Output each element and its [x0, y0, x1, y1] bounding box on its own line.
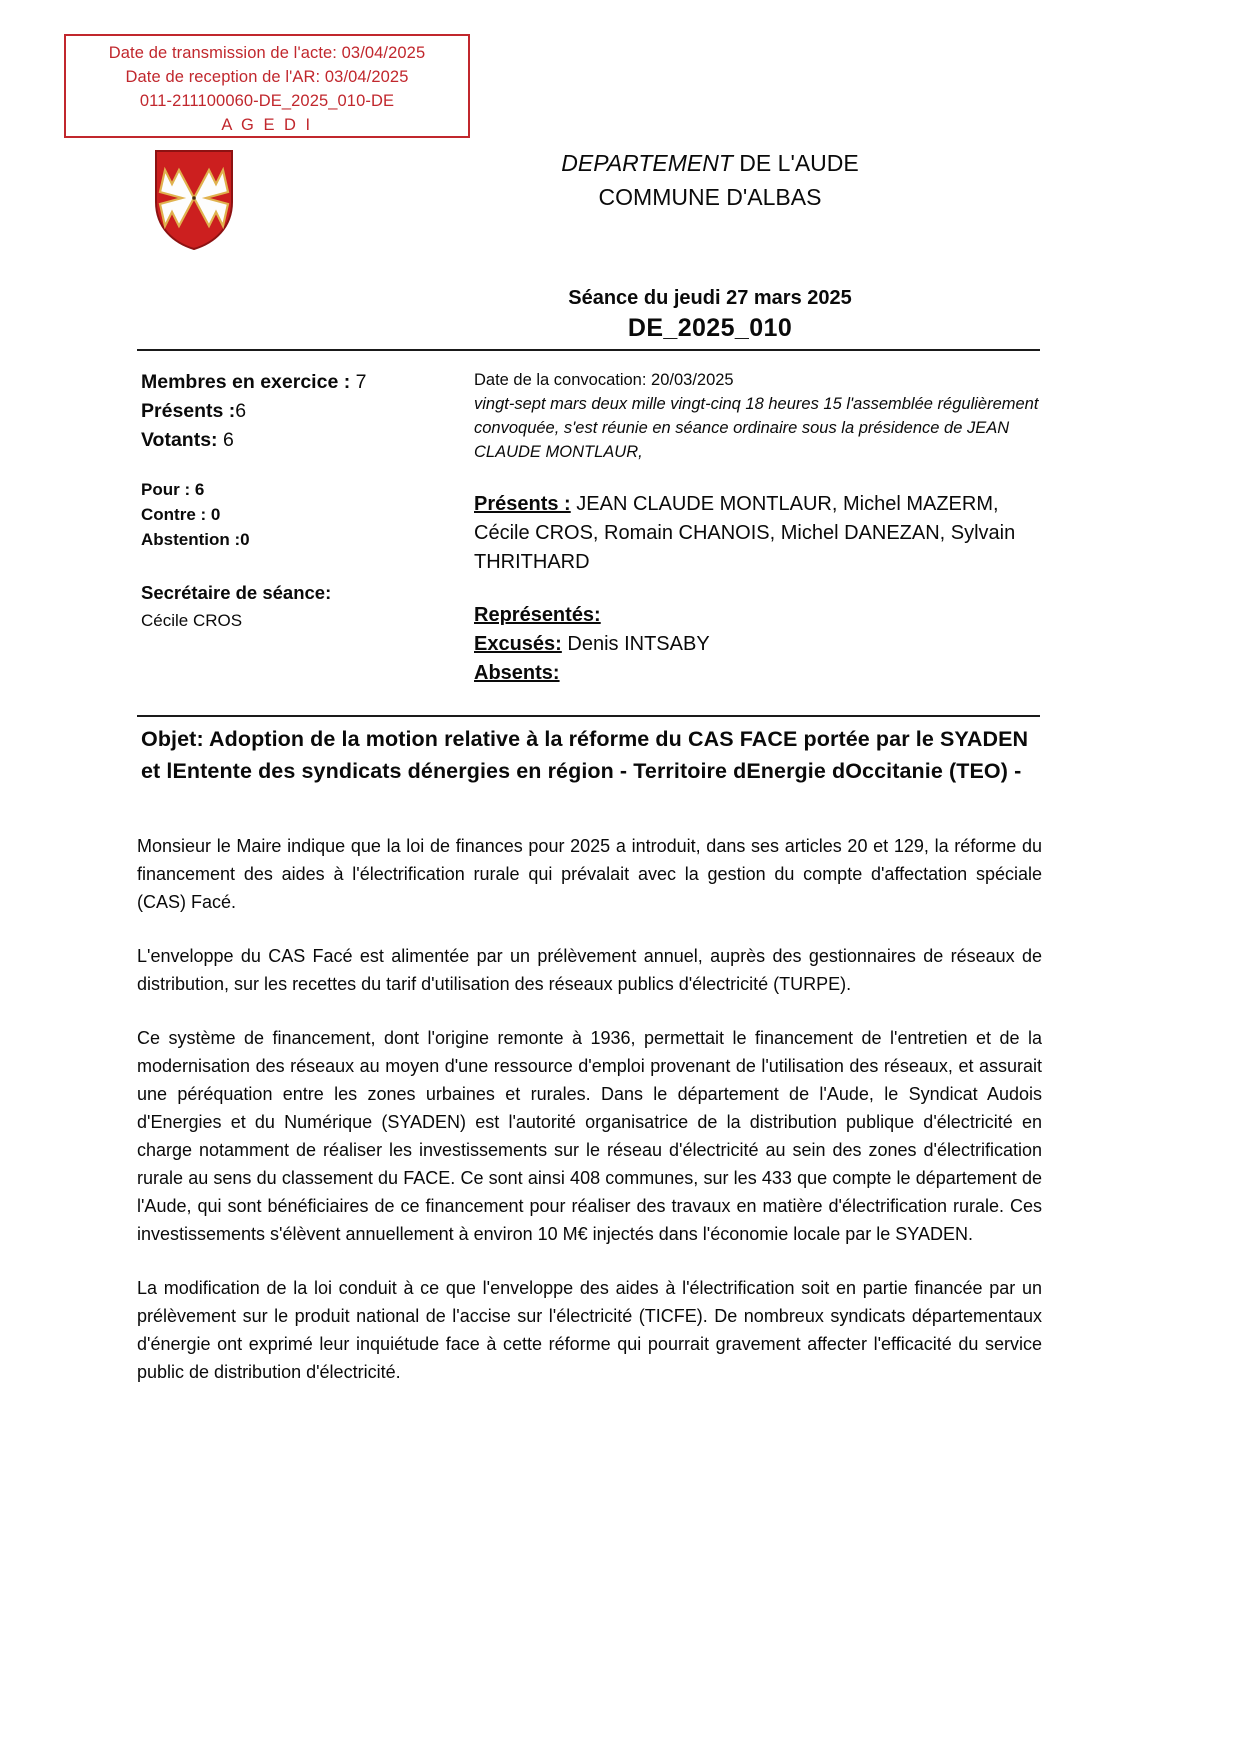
- session-secretary-group: [141, 579, 471, 635]
- objet-title: Objet: Adoption de la motion relative à la réforme du CAS FACE portée par le SYADEN et lEntente des syndicats dénergies en région - Territoire dEnergie dOccitanie (TEO) -: [141, 727, 1029, 783]
- convocation-column: [474, 368, 1040, 688]
- vote-tally-group: [141, 477, 471, 552]
- session-block: [330, 284, 1090, 344]
- members-in-office-row: [141, 368, 471, 397]
- stamp-agedi-label: A G E D I: [221, 116, 313, 134]
- department-rest: DE L'AUDE: [732, 150, 859, 176]
- convocation-statement: vingt-sept mars deux mille vingt-cinq 18 heures 15 l'assemblée régulièrement convoquée, s'est réunie en séance ordinaire sous la présidence de JEAN CLAUDE MONTLAUR,: [474, 395, 1039, 461]
- stamp-reception-date: Date de reception de l'AR: 03/04/2025: [125, 68, 409, 86]
- body-paragraph-2: L'enveloppe du CAS Facé est alimentée par un prélèvement annuel, auprès des gestionnaires de réseaux de distribution, sur les recettes du tarif d'utilisation des réseaux publics d'électricité (TURPE).: [137, 946, 1042, 994]
- stamp-transmission-date: Date de transmission de l'acte: 03/04/2025: [108, 44, 426, 62]
- voters-count-value: 6: [222, 429, 234, 451]
- attendance-summary-column: [141, 368, 471, 635]
- divider-top: [137, 349, 1040, 351]
- transmission-stamp: [64, 34, 470, 138]
- voters-count-row: [141, 426, 471, 455]
- attendees-label: Présents :: [474, 493, 571, 515]
- votes-for: Pour : 6: [141, 480, 205, 499]
- commune-line: COMMUNE D'ALBAS: [598, 184, 822, 210]
- session-secretary-value: Cécile CROS: [141, 611, 243, 630]
- deliberation-body: [137, 832, 1042, 1386]
- excused-value: Denis INTSABY: [561, 633, 710, 655]
- department-word: DEPARTEMENT: [561, 150, 733, 176]
- excused-row: [474, 630, 1040, 659]
- members-in-office-value: 7: [355, 371, 367, 393]
- represented-label: Représentés:: [474, 604, 601, 626]
- body-paragraph-1: Monsieur le Maire indique que la loi de finances pour 2025 a introduit, dans ses articles 20 et 129, la réforme du financement des aides à l'électrification rurale qui prévalait avec la gestion du compte d'affectation spéciale (CAS) Facé.: [137, 836, 1042, 912]
- present-count-value: 6: [235, 400, 247, 422]
- absent-row: [474, 659, 1040, 688]
- absence-block: [474, 601, 1040, 688]
- body-paragraph-3: Ce système de financement, dont l'origine remonte à 1936, permettait le financement de l'entretien et de la modernisation des réseaux au moyen d'une ressource d'emploi provenant de l'utilisation des réseaux, et assurait une péréquation entre les zones urbaines et rurales. Dans le département de l'Aude, le Syndicat Audois d'Energies et du Numérique (SYADEN) est l'autorité organisatrice de la distribution publique d'électricité en charge notamment de réaliser les investissements sur le réseau d'électricité au sein des zones d'électrification rurale au sens du classement du FACE. Ce sont ainsi 408 communes, sur les 433 que compte le département de l'Aude, qui sont bénéficiaires de ce financement pour réaliser des travaux en matière d'électrification rurale. Ces investissements s'élèvent annuellement à environ 10 M€ injectés dans l'économie locale par le SYADEN.: [137, 1028, 1042, 1244]
- body-paragraph-4: La modification de la loi conduit à ce que l'enveloppe des aides à l'électrification soit en partie financée par un prélèvement sur le produit national de l'accise sur l'électricité (TICFE). De nombreux syndicats départementaux d'énergie ont exprimé leur inquiétude face à cette réforme qui pourrait gravement affecter l'efficacité du service public de distribution d'électricité.: [137, 1278, 1042, 1382]
- document-header: [330, 146, 1090, 214]
- members-in-office-label: Membres en exercice :: [141, 371, 356, 393]
- present-count-label: Présents :: [141, 400, 236, 422]
- voters-count-label: Votants:: [141, 429, 223, 451]
- attendees-names: JEAN CLAUDE MONTLAUR, Michel MAZERM, Cécile CROS, Romain CHANOIS, Michel DANEZAN, Sylvain THRITHARD: [474, 493, 1016, 573]
- department-line: [330, 146, 1090, 180]
- present-count-row: [141, 397, 471, 426]
- votes-against: Contre : 0: [141, 505, 221, 524]
- session-secretary-label: Secrétaire de séance:: [141, 582, 332, 603]
- divider-objet: [137, 715, 1040, 717]
- excused-label: Excusés:: [474, 633, 562, 655]
- convocation-date: Date de la convocation: 20/03/2025: [474, 371, 734, 389]
- session-date: Séance du jeudi 27 mars 2025: [568, 287, 852, 309]
- absent-label: Absents:: [474, 662, 560, 684]
- stamp-act-reference: 011-211100060-DE_2025_010-DE: [139, 92, 395, 110]
- votes-abstention: Abstention :0: [141, 530, 250, 549]
- represented-row: [474, 601, 1040, 630]
- attendees-block: [474, 490, 1040, 577]
- members-group: [141, 368, 471, 455]
- coat-of-arms-icon: [152, 148, 236, 252]
- deliberation-number: DE_2025_010: [627, 314, 793, 342]
